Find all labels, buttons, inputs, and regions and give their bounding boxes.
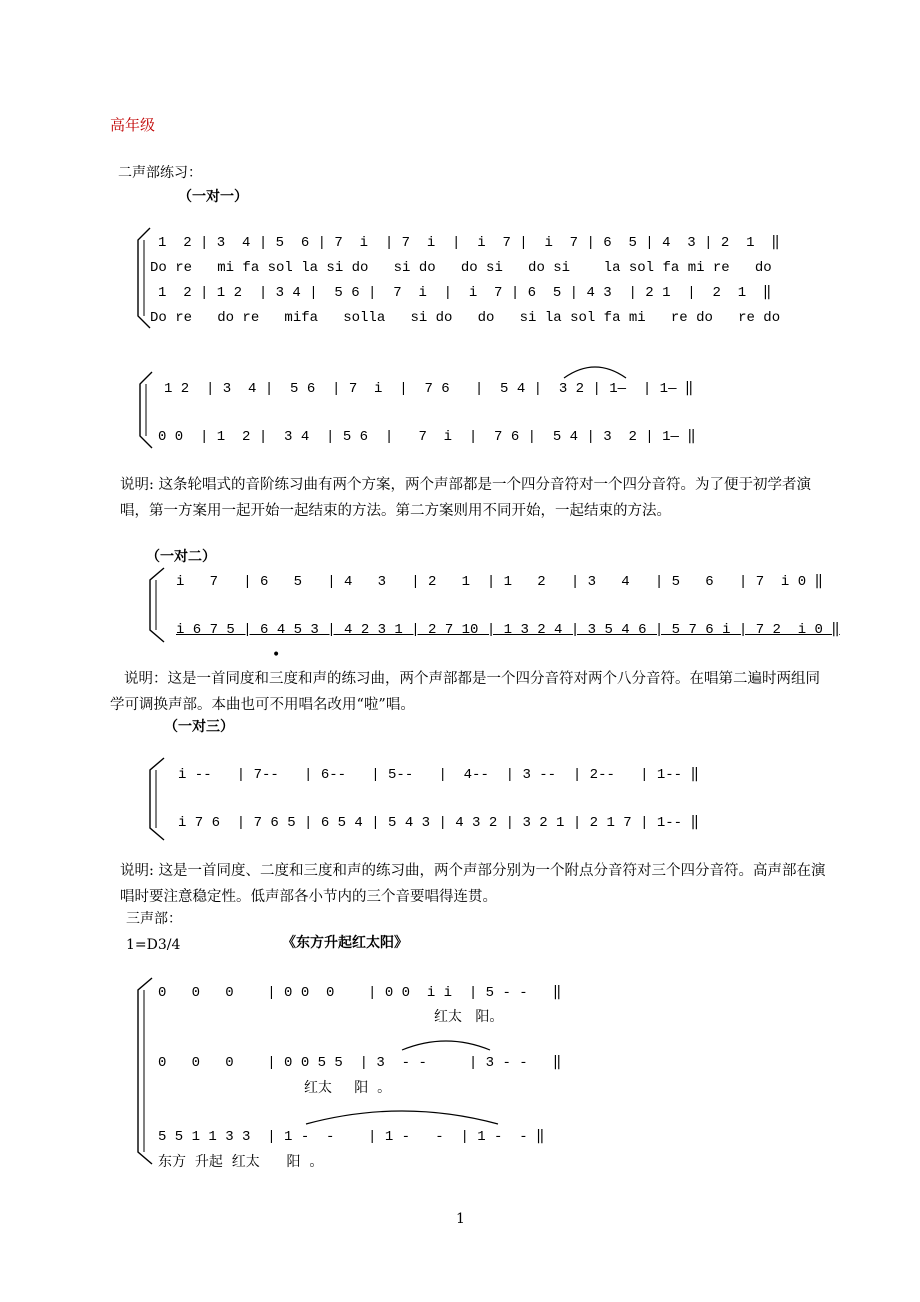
- voice-1-notes: 0 0 0 | 0 0 0 | 0 0 i i | 5 - - ‖: [158, 985, 562, 1001]
- page-number: 1: [456, 1211, 465, 1227]
- lyric-line-1-2: Do re mi fa sol la si do si do do si do si la sol fa mi re do: [150, 260, 772, 276]
- voice-1-lyrics: 红太 阳。: [434, 1009, 504, 1025]
- voice-bracket-4: [146, 756, 168, 842]
- score-line-3-1: i 7 | 6 5 | 4 3 | 2 1 | 1 2 | 3 4 | 5 6 | 7 i 0 ‖: [176, 574, 823, 590]
- voice-2-lyrics: 红太 阳 。: [304, 1080, 392, 1096]
- tie-arc-3: [302, 1106, 502, 1128]
- subheading-one-to-one: （一对一）: [178, 189, 248, 205]
- explanation-1: 说明: 这条轮唱式的音阶练习曲有两个方案，两个声部都是一个四分音符对一个四分音符。为了便于初学者演唱，第一方案用一起开始一起结束的方法。第二方案则用不同开始，一起结束的方法。: [120, 477, 811, 519]
- score-line-4-1: i -- | 7-- | 6-- | 5-- | 4-- | 3 -- | 2-- | 1-- ‖: [178, 767, 699, 783]
- score-line-1-1: 1 2 | 3 4 | 5 6 | 7 i | 7 i | i 7 | i 7 | 6 5 | 4 3 | 2 1 ‖: [158, 235, 780, 251]
- tie-arc-2: [398, 1036, 494, 1054]
- voice-bracket-2: [136, 370, 156, 450]
- score-line-1-3: 1 2 | 1 2 | 3 4 | 5 6 | 7 i | i 7 | 6 5 | 4 3 | 2 1 | 2 1 ‖: [158, 285, 772, 301]
- tie-arc-1: [560, 362, 630, 382]
- explanation-3: 说明: 这是一首同度、二度和三度和声的练习曲，两个声部分别为一个附点分音符对三个四分音符。高声部在演唱时要注意稳定性。低声部各小节内的三个音要唱得连贯。: [120, 863, 826, 905]
- page-title: 高年级: [110, 116, 156, 134]
- subheading-one-to-three: （一对三）: [164, 719, 234, 735]
- voice-bracket-5: [134, 976, 156, 1166]
- lyric-line-1-4: Do re do re mifa solla si do do si la sol fa mi re do re do: [150, 310, 781, 326]
- section-heading-two-voice: 二声部练习：: [118, 165, 202, 181]
- score-line-2-1: 1 2 | 3 4 | 5 6 | 7 i | 7 6 | 5 4 | 3 2 | 1— | 1— ‖: [164, 381, 694, 397]
- voice-bracket-3: [146, 566, 168, 644]
- subheading-one-to-two: （一对二）: [146, 549, 216, 565]
- section-heading-three-voice: 三声部：: [126, 911, 182, 927]
- score-line-4-2: i 7 6 | 7 6 5 | 6 5 4 | 5 4 3 | 4 3 2 | 3 2 1 | 2 1 7 | 1-- ‖: [178, 815, 699, 831]
- voice-3-lyrics: 东方 升起 红太 阳 。: [158, 1154, 324, 1170]
- score-line-3-2: i 6 7 5 | 6 4 5 3 | 4 2 3 1 | 2 7 10 | 1 3 2 4 | 3 5 4 6 | 5 7 6 i | 7 2 i 0 ‖: [176, 622, 840, 638]
- song-title: 《东方升起红太阳》: [282, 935, 408, 951]
- explanation-2: 说明：这是一首同度和三度和声的练习曲，两个声部都是一个四分音符对两个八分音符。在唱第二遍时两组同学可调换声部。本曲也可不用唱名改用“啦”唱。: [110, 671, 820, 713]
- key-signature: 1=D3/4: [126, 937, 181, 953]
- dot-mark: •: [272, 647, 281, 663]
- score-line-2-2: 0 0 | 1 2 | 3 4 | 5 6 | 7 i | 7 6 | 5 4 | 3 2 | 1— ‖: [158, 429, 696, 445]
- voice-2-notes: 0 0 0 | 0 0 5 5 | 3 - - | 3 - - ‖: [158, 1055, 562, 1071]
- voice-3-notes: 5 5 1 1 3 3 | 1 - - | 1 - - | 1 - - ‖: [158, 1129, 545, 1145]
